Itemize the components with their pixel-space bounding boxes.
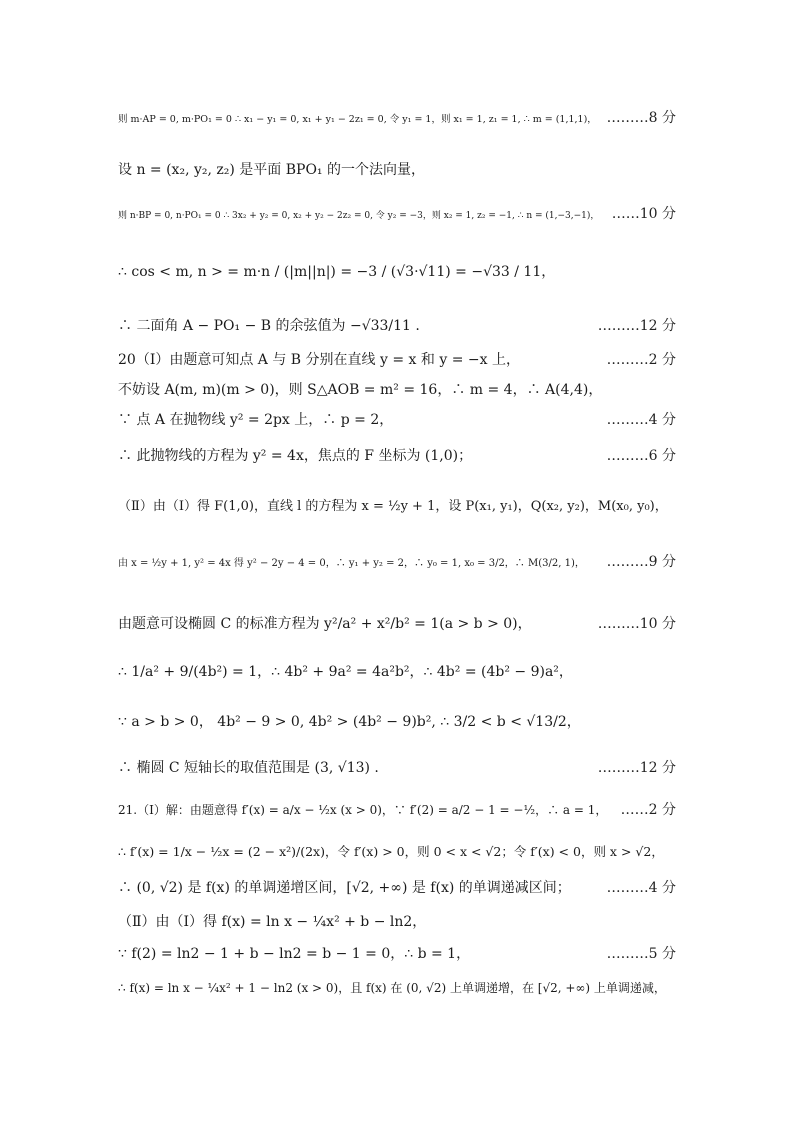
score-mark: ………12 分 <box>597 760 676 776</box>
score-mark: ………4 分 <box>606 412 676 428</box>
score-mark: ……2 分 <box>620 802 676 818</box>
line-19 <box>118 912 676 932</box>
line-text: ∴ (0, √2) 是 f(x) 的单调递增区间，[√2, +∞) 是 f(x) 的单调递减区间； <box>118 880 571 896</box>
score-mark: ………2 分 <box>606 352 676 368</box>
line-text: ∴ 1/a² + 9/(4b²) = 1，∴ 4b² + 9a² = 4a²b²，∴ 4b² = (4b² − 9)a²， <box>118 664 573 680</box>
score-mark: ………12 分 <box>597 318 676 334</box>
line-text: ∴ 此抛物线的方程为 y² = 4x，焦点的 F 坐标为 (1,0)； <box>118 448 473 464</box>
line-text: （Ⅱ）由（Ⅰ）得 f(x) = ln x − ¼x² + b − ln2， <box>118 914 427 930</box>
line-text: ∴ f′(x) = 1/x − ½x = (2 − x²)/(2x)，令 f′(x) > 0，则 0 < x < √2；令 f′(x) < 0，则 x > √2， <box>118 844 664 859</box>
line-text: ∵ f(2) = ln2 − 1 + b − ln2 = b − 1 = 0，∴ b = 1， <box>118 946 471 962</box>
line-13 <box>118 662 676 682</box>
line-text: 不妨设 A(m, m)(m > 0)，则 S△AOB = m² = 16，∴ m = 4，∴ A(4,4)， <box>118 382 603 398</box>
score-mark: ………5 分 <box>606 946 676 962</box>
line-18 <box>118 878 676 898</box>
line-text: （Ⅱ）由（Ⅰ）得 F(1,0)，直线 l 的方程为 x = ½y + 1，设 P(x₁, y₁)，Q(x₂, y₂)，M(x₀, y₀)， <box>118 499 668 514</box>
score-mark: ………9 分 <box>606 554 676 570</box>
line-14 <box>118 712 676 732</box>
line-16 <box>118 800 676 820</box>
line-text: 则 m·AP = 0, m·PO₁ = 0 ∴ x₁ − y₁ = 0, x₁ + y₁ − 2z₁ = 0, 令 y₁ = 1，则 x₁ = 1, z₁ = 1, ∴ m = (1,1,1)， <box>118 114 597 125</box>
line-text: ∴ f(x) = ln x − ¼x² + 1 − ln2 (x > 0)，且 f(x) 在 (0, √2) 上单调递增，在 [√2, +∞) 上单调递减， <box>118 981 666 995</box>
line-5 <box>118 316 676 336</box>
score-mark: ……10 分 <box>611 206 676 222</box>
line-4 <box>118 262 676 282</box>
line-17 <box>118 842 676 862</box>
line-15 <box>118 758 676 778</box>
score-mark: ………8 分 <box>606 110 676 126</box>
line-20 <box>118 944 676 964</box>
score-mark: ………6 分 <box>606 448 676 464</box>
line-1 <box>118 108 676 130</box>
line-11 <box>118 552 676 574</box>
line-text: 20（Ⅰ）由题意可知点 A 与 B 分别在直线 y = x 和 y = −x 上， <box>118 352 520 368</box>
line-21 <box>118 978 676 998</box>
line-8 <box>118 410 676 430</box>
line-text: 21.（Ⅰ）解：由题意得 f′(x) = a/x − ½x (x > 0)，∵ f′(2) = a/2 − 1 = −½，∴ a = 1， <box>118 803 608 817</box>
line-text: 则 n·BP = 0, n·PO₁ = 0 ∴ 3x₂ + y₂ = 0, x₂ + y₂ − 2z₂ = 0, 令 y₂ = −3，则 x₂ = 1, z₂ = −1, ∴ n = (1,−3,−1)， <box>118 211 600 221</box>
line-7 <box>118 380 676 400</box>
line-10 <box>118 496 676 517</box>
line-text: ∵ 点 A 在抛物线 y² = 2px 上，∴ p = 2， <box>118 412 394 428</box>
line-text: ∴ 二面角 A − PO₁ − B 的余弦值为 −√33/11 . <box>118 318 420 334</box>
line-text: 由 x = ½y + 1, y² = 4x 得 y² − 2y − 4 = 0，∴ y₁ + y₂ = 2，∴ y₀ = 1, x₀ = 3/2，∴ M(3/2, 1)， <box>118 558 585 569</box>
line-text: 由题意可设椭圆 C 的标准方程为 y²/a² + x²/b² = 1(a > b > 0)， <box>118 616 532 632</box>
line-2 <box>118 160 676 180</box>
line-text: 设 n = (x₂, y₂, z₂) 是平面 BPO₁ 的一个法向量， <box>118 162 425 178</box>
line-text: ∴ 椭圆 C 短轴长的取值范围是 (3, √13) . <box>118 760 379 776</box>
line-text: ∵ a > b > 0， 4b² − 9 > 0, 4b² > (4b² − 9)b², ∴ 3/2 < b < √13/2， <box>118 714 581 730</box>
line-6 <box>118 350 676 370</box>
line-3 <box>118 204 676 226</box>
score-mark: ………4 分 <box>606 880 676 896</box>
line-text: ∴ cos < m, n > = m·n / (|m||n|) = −3 / (√3·√11) = −√33 / 11， <box>118 264 556 280</box>
score-mark: ………10 分 <box>597 616 676 632</box>
line-12 <box>118 614 676 634</box>
line-9 <box>118 446 676 466</box>
